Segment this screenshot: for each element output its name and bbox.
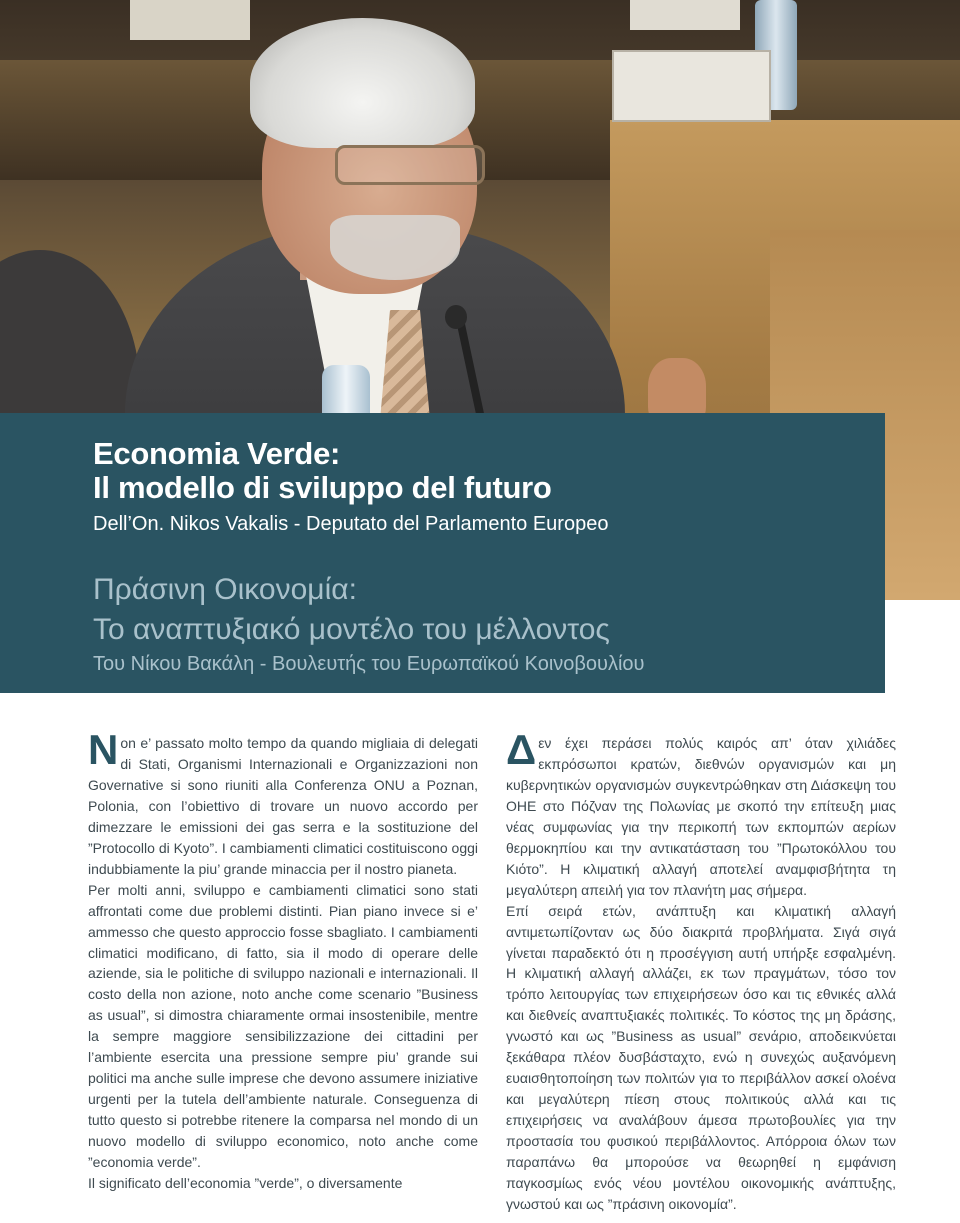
greek-byline: Του Νίκου Βακάλη - Βουλευτής του Ευρωπαϊκού Κοινοβουλίου — [93, 653, 645, 675]
photo-nameplate — [630, 0, 740, 30]
italian-byline: Dell’On. Nikos Vakalis - Deputato del Parlamento Europeo — [93, 513, 609, 535]
photo-speaker-glasses — [335, 145, 485, 185]
italian-paragraph-2: Per molti anni, sviluppo e cambiamenti climatici sono stati affrontati come due problemi distinti. Pian piano invece si e’ ammesso che questo approccio fosse sbagliato. I cambiamenti climatici modificano, di fatto, sia il modo di operare delle aziende, sia le politiche di sviluppo nazionali e internazionali. Il costo della non azione, noto anche come scenario ”Business as usual”, si dimostra chiaramente ormai insostenibile, mentre la sempre maggiore sensibilizzazione dei cittadini per l’ambiente esercita una pressione sempre piu’ grande sui politici ma anche sulle imprese che devono assumere iniziative urgenti per la tutela dell’ambiente naturale. Conseguenza di tutto questo si potrebbe ritenere la comparsa nel mondo di un nuovo modello di sviluppo economico, noto anche come ”economia verde”. — [88, 881, 478, 1171]
italian-title — [93, 437, 552, 505]
greek-title-line-1: Πράσινη Οικονομία: — [93, 573, 357, 606]
italian-title-line-2: Il modello di sviluppo del futuro — [93, 470, 552, 505]
greek-title-line-2: Το αναπτυξιακό μοντέλο του μέλλοντος — [93, 613, 610, 646]
greek-paragraph-1 — [506, 726, 896, 901]
greek-article-column — [506, 726, 896, 1215]
photo-speaker-hair — [250, 18, 475, 148]
photo-speaker-beard — [330, 215, 460, 280]
drop-cap: Δ — [506, 726, 537, 773]
photo-nameplate — [130, 0, 250, 40]
italian-paragraph-3: Il significato dell’economia ”verde”, o diversamente — [88, 1175, 403, 1192]
drop-cap: N — [88, 726, 119, 773]
greek-paragraph-2: Επί σειρά ετών, ανάπτυξη και κλιματική αλλαγή αντιμετωπίζονταν ως δύο διακριτά προβλήματα. Σιγά σιγά γίνεται παραδεκτό ότι η προσέγγιση αυτή υπήρξε εσφαλμένη. Η κλιματική αλλαγή αλλάζει, εκ των πραγμάτων, τόσο τον τρόπο λειτουργίας των επιχειρήσεων όσο και τις εθνικές αλλά και διεθνείς αναπτυξιακές πολιτικές. Το κόστος της μη δράσης, γνωστό και ως ”Business as usual” σενάριο, αποδεικνύεται ξεκάθαρα πλέον δυσβάσταχτο, ενώ η συνεχώς αυξανόμενη ευαισθητοποίηση των πολιτών για το περιβάλλον ασκεί ολοένα και μεγαλύτερη πίεση στους πολιτικούς αλλά και τις επιχειρήσεις να αναλάβουν άμεσα πρωτοβουλίες για την προστασία του φυσικού περιβάλλοντος. Απόρροια όλων των παραπάνω θα μπορούσε να θεωρηθεί η εμφάνιση παγκοσμίως ενός νέου μοντέλου οικονομικής ανάπτυξης, γνωστού και ως ”πράσινη οικονομία”. — [506, 902, 896, 1212]
paragraph-text: on e’ passato molto tempo da quando migliaia di delegati di Stati, Organismi Internazionali e Organizzazioni non Governative si sono riuniti alla Conferenza ONU a Poznan, Polonia, con l’obiettivo di trovare un nuovo accordo per dimezzare le emissioni dei gas serra e la sostituzione del ”Protocollo di Kyoto”. I cambiamenti climatici costituiscono oggi indubbiamente la piu’ grande minaccia per il nostro pianeta. — [88, 735, 478, 877]
italian-paragraph-1 — [88, 726, 478, 880]
photo-nameplate — [612, 50, 771, 122]
paragraph-text: εν έχει περάσει πολύς καιρός απ’ όταν χιλιάδες εκπρόσωποι κρατών, διεθνών οργανισμών και μη κυβερνητικών οργανισμών συγκεντρώθηκαν στη Διάσκεψη του ΟΗΕ στο Πόζναν της Πολωνίας με σκοπό την επίτευξη μιας νέας συμφωνίας για την περικοπή των εκπομπών αερίων θερμοκηπίου και την αντικατάσταση του ”Πρωτοκόλλου του Κιότο”. Η κλιματική αλλαγή αποτελεί αναμφισβήτητα τη μεγαλύτερη απειλή για τον πλανήτη μας σήμερα. — [506, 735, 896, 898]
photo-microphone-head — [445, 305, 467, 329]
italian-article-column — [88, 726, 478, 1194]
greek-title — [93, 570, 610, 650]
italian-title-line-1: Economia Verde: — [93, 436, 341, 471]
